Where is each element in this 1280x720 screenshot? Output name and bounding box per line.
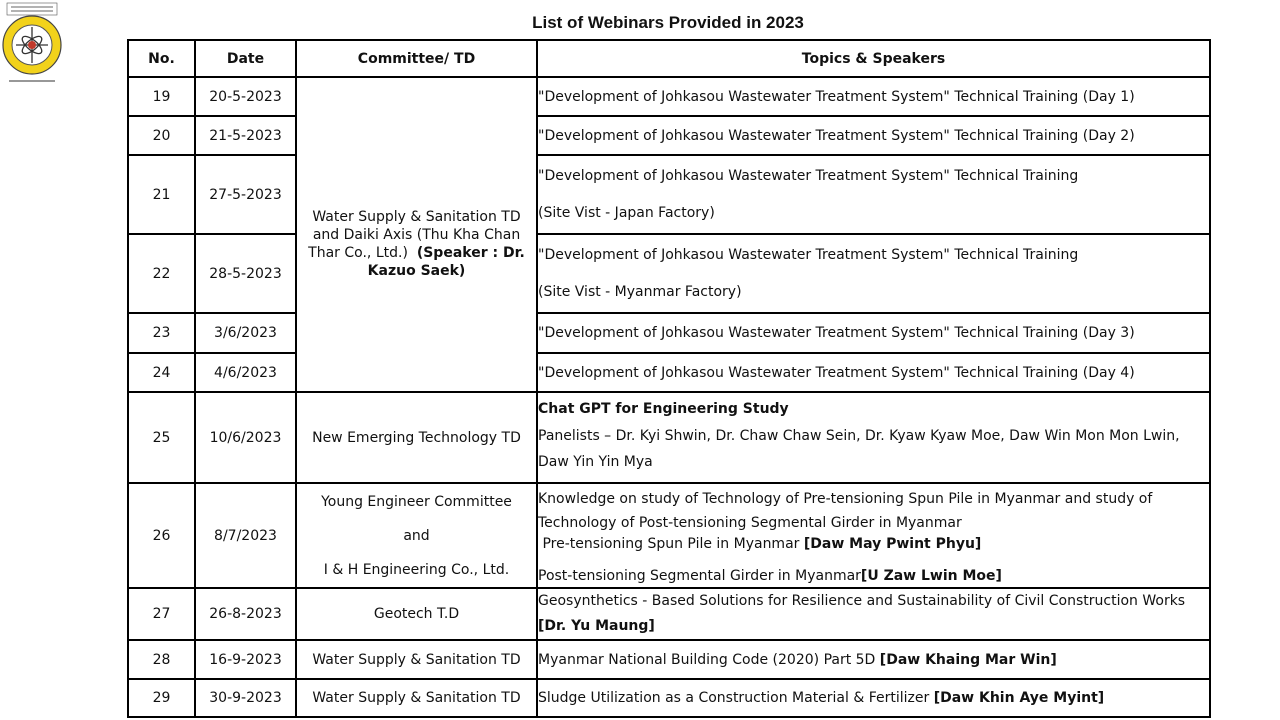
row-topic: "Development of Johkasou Wastewater Treatment System" Technical Training (Day 2) <box>537 116 1210 155</box>
row-date: 10/6/2023 <box>195 392 296 483</box>
row-committee: New Emerging Technology TD <box>296 392 537 483</box>
topic-line: Myanmar National Building Code (2020) Part 5D <box>538 651 880 668</box>
row-no: 22 <box>128 234 195 313</box>
table-row <box>128 234 1210 313</box>
row-date: 26-8-2023 <box>195 588 296 640</box>
row-date: 21-5-2023 <box>195 116 296 155</box>
committee-line: and <box>403 527 430 544</box>
topic-line: Panelists – Dr. Kyi Shwin, Dr. Chaw Chaw Sein, Dr. Kyaw Kyaw Moe, Daw Win Mon Mon Lwin, Daw Yin Yin Mya <box>538 428 1180 470</box>
table-row <box>128 679 1210 717</box>
committee-speaker: Kazuo Saek) <box>367 262 466 279</box>
row-date: 8/7/2023 <box>195 483 296 588</box>
row-topic: "Development of Johkasou Wastewater Treatment System" Technical Training (Day 3) <box>537 313 1210 353</box>
row-no: 25 <box>128 392 195 483</box>
row-date: 28-5-2023 <box>195 234 296 313</box>
row-committee: Geotech T.D <box>296 588 537 640</box>
topic-line: "Development of Johkasou Wastewater Treatment System" Technical Training <box>538 168 1079 184</box>
row-no: 29 <box>128 679 195 717</box>
row-no: 21 <box>128 155 195 234</box>
row-no: 23 <box>128 313 195 353</box>
committee-line: Water Supply & Sanitation TD <box>312 208 521 225</box>
table-row <box>128 483 1210 588</box>
table-row <box>128 353 1210 392</box>
table-row <box>128 77 1210 116</box>
row-date: 4/6/2023 <box>195 353 296 392</box>
topic-line: Post-tensioning Segmental Girder in Myanmar <box>538 567 861 584</box>
table-row <box>128 588 1210 640</box>
header-committee: Committee/ TD <box>296 40 537 77</box>
topic-line: Knowledge on study of Technology of Pre-tensioning Spun Pile in Myanmar and study of Technology of Post-tensioning Segmental Girder in Myanmar <box>538 490 1153 531</box>
topic-speaker: [Daw Khaing Mar Win] <box>879 651 1057 668</box>
row-date: 30-9-2023 <box>195 679 296 717</box>
table-row <box>128 313 1210 353</box>
topic-line: (Site Vist - Japan Factory) <box>538 205 715 221</box>
row-topic <box>537 588 1210 640</box>
topic-line: Pre-tensioning Spun Pile in Myanmar <box>542 535 804 552</box>
table-header-row <box>128 40 1210 77</box>
row-no: 20 <box>128 116 195 155</box>
topic-speaker: [Dr. Yu Maung] <box>538 618 655 634</box>
row-topic <box>537 679 1210 717</box>
topic-line: Geosynthetics - Based Solutions for Resilience and Sustainability of Civil Construction Works <box>538 593 1186 609</box>
row-committee <box>296 483 537 588</box>
row-topic <box>537 392 1210 483</box>
row-topic <box>537 234 1210 313</box>
committee-speaker: (Speaker : Dr. <box>416 244 525 261</box>
row-topic: "Development of Johkasou Wastewater Treatment System" Technical Training (Day 1) <box>537 77 1210 116</box>
topic-title: Chat GPT for Engineering Study <box>538 401 789 417</box>
row-no: 28 <box>128 640 195 679</box>
row-topic <box>537 483 1210 588</box>
header-date: Date <box>195 40 296 77</box>
row-no: 24 <box>128 353 195 392</box>
row-no: 27 <box>128 588 195 640</box>
topic-speaker: [Daw May Pwint Phyu] <box>803 535 982 552</box>
row-committee <box>296 77 537 392</box>
row-date: 3/6/2023 <box>195 313 296 353</box>
table-row <box>128 640 1210 679</box>
topic-speaker: [Daw Khin Aye Myint] <box>933 690 1105 706</box>
row-date: 20-5-2023 <box>195 77 296 116</box>
table-row <box>128 116 1210 155</box>
row-topic <box>537 155 1210 234</box>
topic-speaker: [U Zaw Lwin Moe] <box>860 567 1002 584</box>
row-topic: "Development of Johkasou Wastewater Treatment System" Technical Training (Day 4) <box>537 353 1210 392</box>
topic-line: (Site Vist - Myanmar Factory) <box>538 284 742 300</box>
webinars-table <box>127 39 1211 718</box>
row-topic <box>537 640 1210 679</box>
committee-line: and Daiki Axis (Thu Kha Chan <box>312 226 521 243</box>
row-no: 19 <box>128 77 195 116</box>
committee-line: Young Engineer Committee <box>321 493 512 510</box>
table-row <box>128 392 1210 483</box>
row-date: 16-9-2023 <box>195 640 296 679</box>
row-date: 27-5-2023 <box>195 155 296 234</box>
header-no: No. <box>128 40 195 77</box>
committee-line: Thar Co., Ltd.) <box>308 244 408 261</box>
header-topics: Topics & Speakers <box>537 40 1210 77</box>
topic-line: Sludge Utilization as a Construction Material & Fertilizer <box>538 690 934 706</box>
row-committee: Water Supply & Sanitation TD <box>296 640 537 679</box>
row-committee: Water Supply & Sanitation TD <box>296 679 537 717</box>
topic-line: "Development of Johkasou Wastewater Treatment System" Technical Training <box>538 247 1079 263</box>
row-no: 26 <box>128 483 195 588</box>
page-title: List of Webinars Provided in 2023 <box>532 13 804 32</box>
committee-line: I & H Engineering Co., Ltd. <box>323 561 510 578</box>
table-row <box>128 155 1210 234</box>
